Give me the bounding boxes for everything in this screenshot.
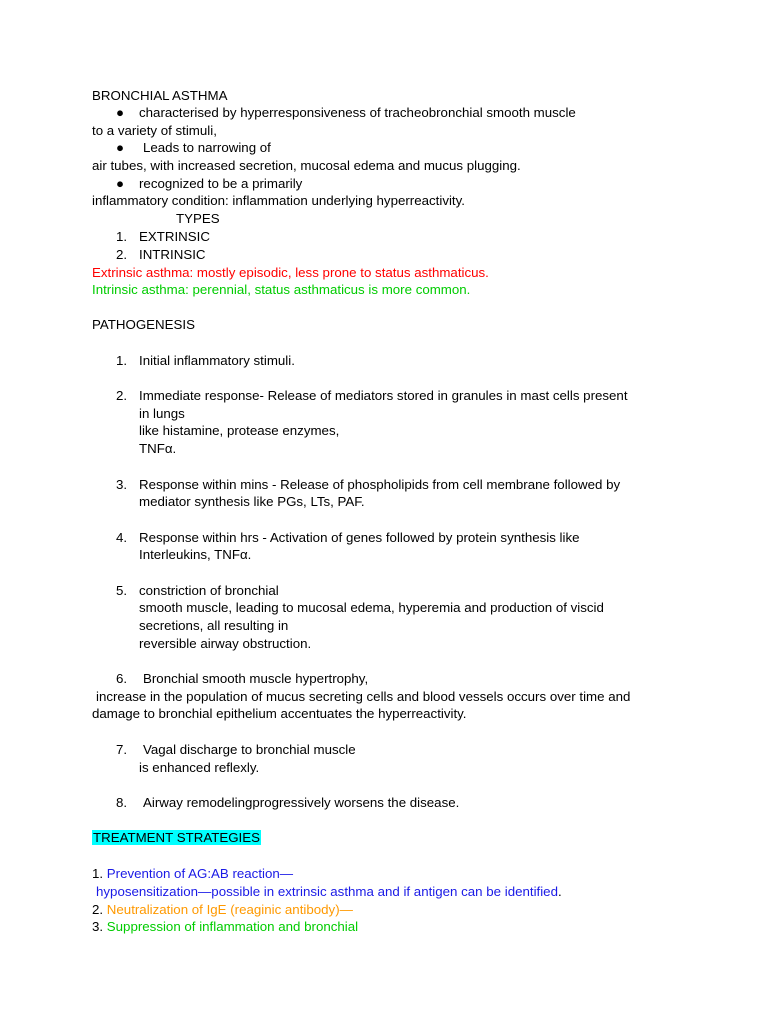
path-4-number: 4. xyxy=(116,530,128,545)
bullet-1-text: characterised by hyperresponsiveness of tracheobronchial smooth muscle xyxy=(139,105,576,120)
treatment-3-number: 3. xyxy=(92,919,104,934)
extrinsic-note: Extrinsic asthma: mostly episodic, less prone to status asthmaticus. xyxy=(92,265,489,280)
path-6-text-c: damage to bronchial epithelium accentuates the hyperreactivity. xyxy=(92,706,467,721)
treatment-3-line xyxy=(92,918,358,935)
treatment-1-text-a: Prevention of AG:AB reaction— xyxy=(106,866,294,881)
path-3-text-a: Response within mins - Release of phospholipids from cell membrane followed by xyxy=(139,477,621,492)
treatment-1-line-b xyxy=(96,883,562,900)
document-title: BRONCHIAL ASTHMA xyxy=(92,88,228,103)
path-2-text-b: in lungs xyxy=(139,406,185,421)
treatment-2-number: 2. xyxy=(92,902,104,917)
path-5-text-a: constriction of bronchial xyxy=(139,583,279,598)
treatment-heading-highlight: TREATMENT STRATEGIES xyxy=(93,830,260,845)
types-heading: TYPES xyxy=(176,211,220,226)
path-1-text: Initial inflammatory stimuli. xyxy=(139,353,295,368)
treatment-3-text: Suppression of inflammation and bronchial xyxy=(106,919,359,934)
treatment-1-line-a xyxy=(92,865,293,882)
path-6-number: 6. xyxy=(116,671,128,686)
path-4-text-b: Interleukins, TNFα. xyxy=(139,547,252,562)
path-2-number: 2. xyxy=(116,388,128,403)
pathogenesis-heading: PATHOGENESIS xyxy=(92,317,195,332)
bullet-3-text: recognized to be a primarily xyxy=(139,176,303,191)
path-8-number: 8. xyxy=(116,795,128,810)
path-5-number: 5. xyxy=(116,583,128,598)
treatment-heading xyxy=(92,829,261,846)
type-2-number: 2. xyxy=(116,247,128,262)
bullet-3-cont: inflammatory condition: inflammation underlying hyperreactivity. xyxy=(92,193,465,208)
path-4-text-a: Response within hrs - Activation of genes followed by protein synthesis like xyxy=(139,530,580,545)
path-5-text-b: smooth muscle, leading to mucosal edema, hyperemia and production of viscid xyxy=(139,600,604,615)
path-2-text-a: Immediate response- Release of mediators stored in granules in mast cells present xyxy=(139,388,628,403)
bullet-2-cont: air tubes, with increased secretion, mucosal edema and mucus plugging. xyxy=(92,158,521,173)
path-5-text-c: secretions, all resulting in xyxy=(139,618,289,633)
bullet-2-text: Leads to narrowing of xyxy=(143,140,271,155)
treatment-2-line xyxy=(92,901,353,918)
treatment-2-text: Neutralization of IgE (reaginic antibody)— xyxy=(106,902,353,917)
type-1-label: EXTRINSIC xyxy=(139,229,210,244)
path-2-text-c: like histamine, protease enzymes, xyxy=(139,423,340,438)
path-6-text-b: increase in the population of mucus secreting cells and blood vessels occurs over time and xyxy=(96,689,631,704)
path-7-number: 7. xyxy=(116,742,128,757)
path-7-text-b: is enhanced reflexly. xyxy=(139,760,260,775)
path-6-text-a: Bronchial smooth muscle hypertrophy, xyxy=(143,671,369,686)
path-5-text-d: reversible airway obstruction. xyxy=(139,636,312,651)
type-1-number: 1. xyxy=(116,229,128,244)
path-2-text-d: TNFα. xyxy=(139,441,177,456)
path-3-text-b: mediator synthesis like PGs, LTs, PAF. xyxy=(139,494,365,509)
bullet-1-cont: to a variety of stimuli, xyxy=(92,123,217,138)
intrinsic-note: Intrinsic asthma: perennial, status asthmaticus is more common. xyxy=(92,282,471,297)
path-7-text-a: Vagal discharge to bronchial muscle xyxy=(143,742,356,757)
path-1-number: 1. xyxy=(116,353,128,368)
bullet-1-marker: ● xyxy=(116,105,125,120)
path-8-text: Airway remodelingprogressively worsens the disease. xyxy=(143,795,460,810)
treatment-1-number: 1. xyxy=(92,866,104,881)
type-2-label: INTRINSIC xyxy=(139,247,206,262)
bullet-3-marker: ● xyxy=(116,176,125,191)
path-3-number: 3. xyxy=(116,477,128,492)
treatment-1-text-b: hyposensitization—possible in extrinsic asthma and if antigen can be identified xyxy=(96,884,558,899)
bullet-2-marker: ● xyxy=(116,140,125,155)
treatment-1-end: . xyxy=(557,884,562,899)
